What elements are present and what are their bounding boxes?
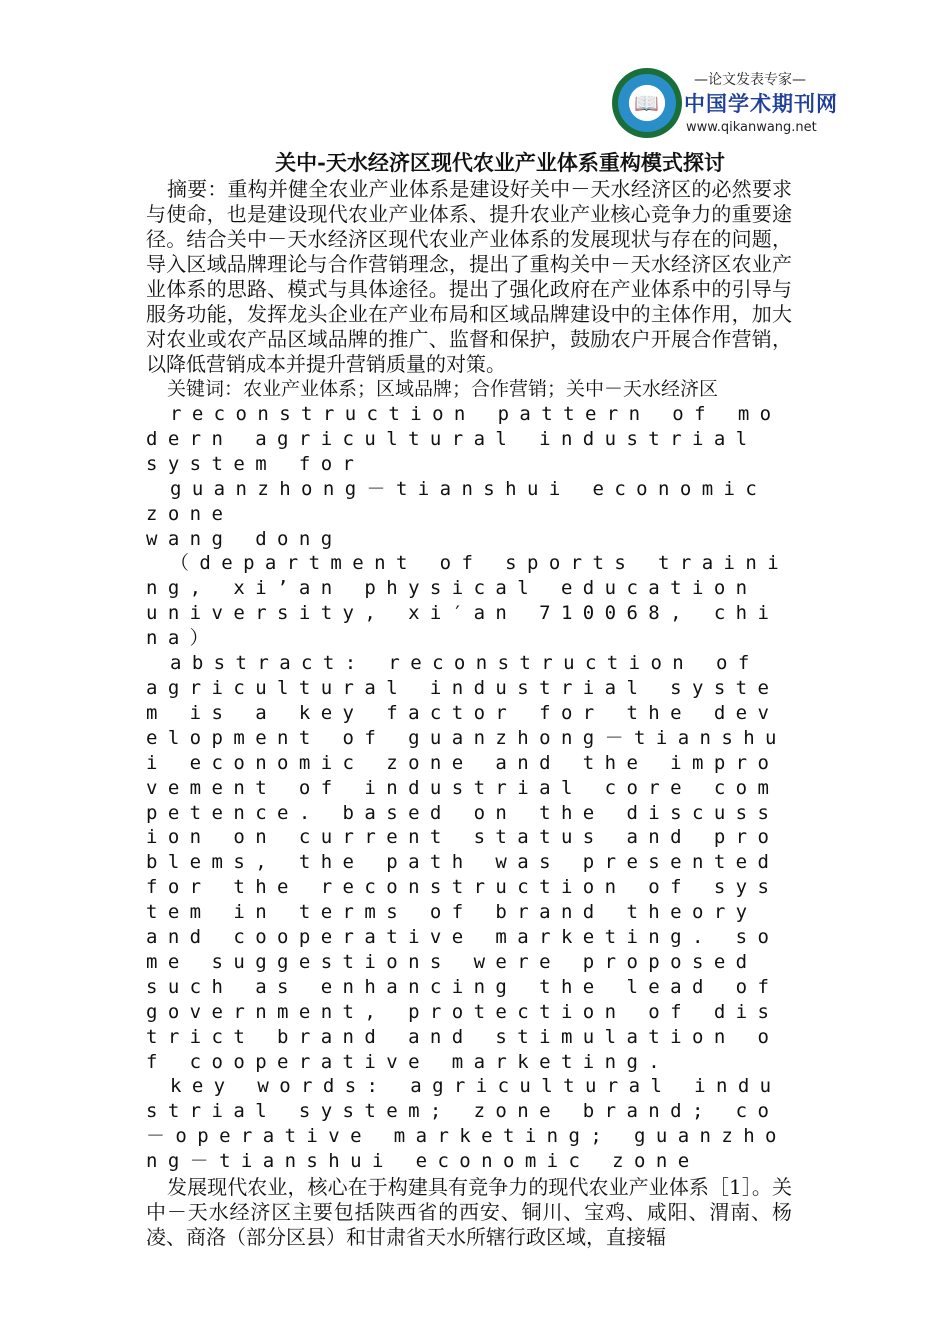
logo-tagline: —论文发表专家— [694, 72, 806, 88]
site-logo [612, 68, 838, 148]
logo-url: www.qikanwang.net [686, 120, 817, 135]
author-en: wang dong [146, 527, 343, 550]
body-paragraph: 发展现代农业，核心在于构建具有竞争力的现代农业产业体系［1］。关中－天水经济区主要包括陕西省的西安、铜川、宝鸡、咸阳、渭南、杨凌、商洛（部分区县）和甘肃省天水所辖行政区域，直接辐 [146, 1175, 792, 1250]
logo-name: 中国学术期刊网 [684, 92, 838, 116]
keywords-en: key words: agricultural industrial system; zone brand; co－operative marketing; guanzhong－tianshui economic zone [146, 1075, 787, 1173]
abstract-cn: 摘要：重构并健全农业产业体系是建设好关中－天水经济区的必然要求与使命，也是建设现代农业产业体系、提升农业产业核心竞争力的重要途径。结合关中－天水经济区现代农业产业体系的发展现状与存在的问题，导入区域品牌理论与合作营销理念，提出了重构关中－天水经济区农业产业体系的思路、模式与具体途径。提出了强化政府在产业体系中的引导与服务功能，发挥龙头企业在产业布局和区域品牌建设中的主体作用，加大对农业或农产品区域品牌的推广、监督和保护，鼓励农户开展合作营销，以降低营销成本并提升营销质量的对策。 [146, 177, 792, 376]
affiliation-en: （department of sports training, xi’an physical education university, xi′an 710068, china） [146, 552, 790, 650]
document-title: 关中-天水经济区现代农业产业体系重构模式探讨 [275, 150, 725, 175]
abstract-en: abstract: reconstruction of agricultural industrial system is a key factor for the development of guanzhong－tianshui economic zone and the improvement of industrial core competence. based on the discussion on current status and problems, the path was presented for the reconstruction of system in terms of brand theory and cooperative marketing. some suggestions were proposed such as enhancing the lead of government, protection of district brand and stimulation of cooperative marketing. [146, 652, 787, 1073]
book-icon: 📖 [634, 91, 659, 115]
english-title-line2: guanzhong－tianshui economic zone [146, 477, 768, 525]
document-body [146, 177, 792, 1250]
keywords-cn: 关键词：农业产业体系；区域品牌；合作营销；关中－天水经济区 [167, 378, 719, 400]
english-title-line1: reconstruction pattern of modern agricultural industrial system for [146, 403, 782, 475]
